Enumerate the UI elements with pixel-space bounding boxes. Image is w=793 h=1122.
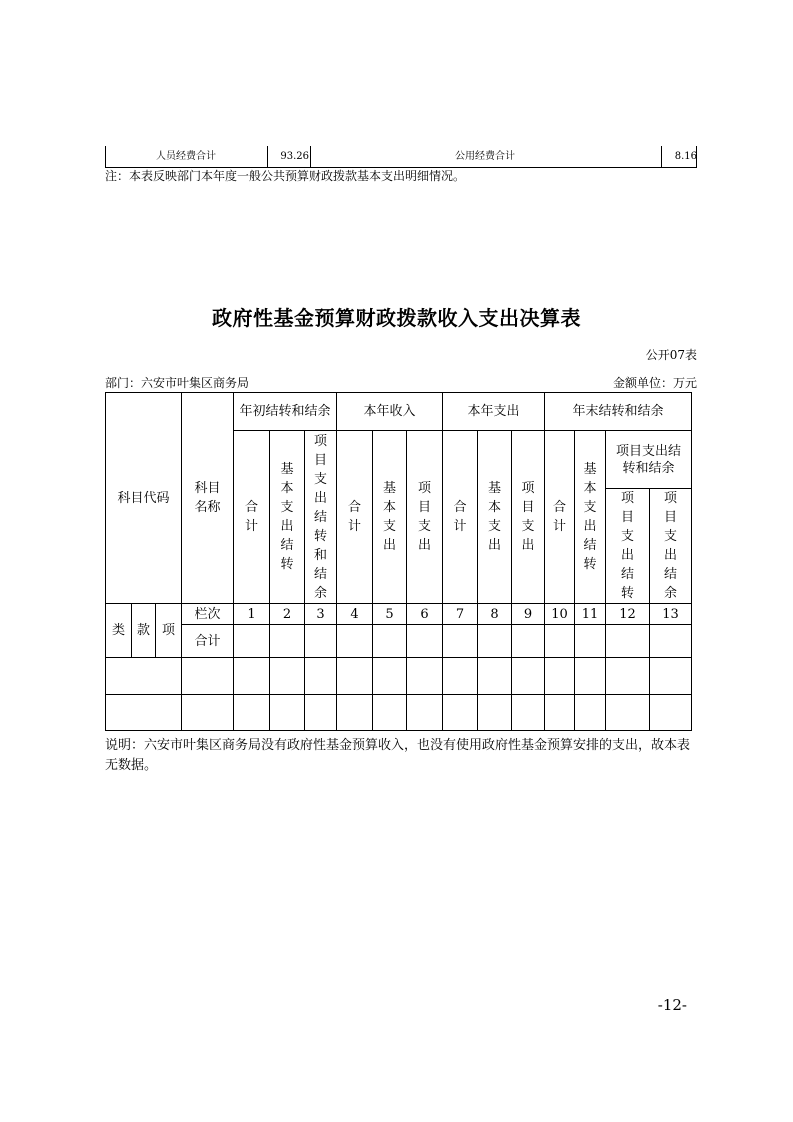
empty-cell — [305, 625, 337, 658]
table-row — [106, 658, 692, 695]
subject-code-header: 科目代码 — [106, 393, 182, 604]
empty-cell — [545, 625, 575, 658]
page-title: 政府性基金预算财政拨款收入支出决算表 — [212, 306, 581, 330]
expense-basic-header: 基本支出 — [478, 431, 512, 604]
col-number: 3 — [305, 604, 337, 625]
empty-cell — [650, 625, 692, 658]
lei-header: 类 — [106, 604, 132, 658]
empty-cell — [373, 625, 407, 658]
begin-balance-header: 年初结转和结余 — [234, 393, 337, 431]
personnel-cost-label: 人员经费合计 — [156, 151, 216, 162]
end-project-sub-header: 项目支出结转和结余 — [606, 431, 692, 489]
empty-cell — [575, 625, 606, 658]
col-number: 11 — [575, 604, 606, 625]
income-total-header: 合计 — [337, 431, 373, 604]
public-cost-value: 8.16 — [674, 151, 697, 162]
end-balance-header: 年末结转和结余 — [545, 393, 692, 431]
form-number: 公开07表 — [645, 348, 697, 362]
empty-cell — [512, 625, 545, 658]
total-row-label: 合计 — [182, 625, 234, 658]
income-project-header: 项目支出 — [407, 431, 443, 604]
strip-divider — [696, 146, 697, 167]
end-basic-carry-header: 基本支出结转 — [575, 431, 606, 604]
col-number: 6 — [407, 604, 443, 625]
department-label: 部门：六安市叶集区商务局 — [105, 376, 250, 390]
col-number: 5 — [373, 604, 407, 625]
empty-cell — [606, 625, 650, 658]
table-row — [106, 695, 692, 731]
col-number: 13 — [650, 604, 692, 625]
col-number: 10 — [545, 604, 575, 625]
col-number: 1 — [234, 604, 270, 625]
explanation-note: 说明：六安市叶集区商务局没有政府性基金预算收入，也没有使用政府性基金预算安排的支出，故本表无数据。 — [105, 738, 691, 773]
end-total-header: 合计 — [545, 431, 575, 604]
fund-budget-table — [105, 392, 692, 731]
income-basic-header: 基本支出 — [373, 431, 407, 604]
kuan-header: 款 — [132, 604, 156, 658]
page-number: -12- — [657, 996, 687, 1014]
table-note: 注：本表反映部门本年度一般公共预算财政拨款基本支出明细情况。 — [105, 169, 466, 183]
expense-project-header: 项目支出 — [512, 431, 545, 604]
personnel-cost-value: 93.26 — [280, 151, 309, 162]
col-number: 7 — [443, 604, 478, 625]
col-number: 12 — [606, 604, 650, 625]
end-project-balance-header: 项目支出结余 — [650, 489, 692, 604]
subject-name-header: 科目名称 — [182, 393, 234, 604]
column-number-label: 栏次 — [182, 604, 234, 625]
begin-basic-carry-header: 基本支出结转 — [270, 431, 305, 604]
public-cost-label: 公用经费合计 — [455, 151, 515, 162]
end-project-carry-header: 项目支出结转 — [606, 489, 650, 604]
empty-cell — [478, 625, 512, 658]
begin-total-header: 合计 — [234, 431, 270, 604]
amount-unit-label: 金额单位：万元 — [612, 376, 697, 390]
col-number: 2 — [270, 604, 305, 625]
empty-cell — [337, 625, 373, 658]
empty-cell — [270, 625, 305, 658]
summary-strip — [105, 146, 697, 168]
empty-cell — [407, 625, 443, 658]
expense-header: 本年支出 — [443, 393, 545, 431]
col-number: 4 — [337, 604, 373, 625]
col-number: 8 — [478, 604, 512, 625]
begin-project-carry-balance-header: 项目支出结转和结余 — [305, 431, 337, 604]
income-header: 本年收入 — [337, 393, 443, 431]
empty-cell — [443, 625, 478, 658]
xiang-header: 项 — [156, 604, 182, 658]
expense-total-header: 合计 — [443, 431, 478, 604]
empty-cell — [234, 625, 270, 658]
col-number: 9 — [512, 604, 545, 625]
